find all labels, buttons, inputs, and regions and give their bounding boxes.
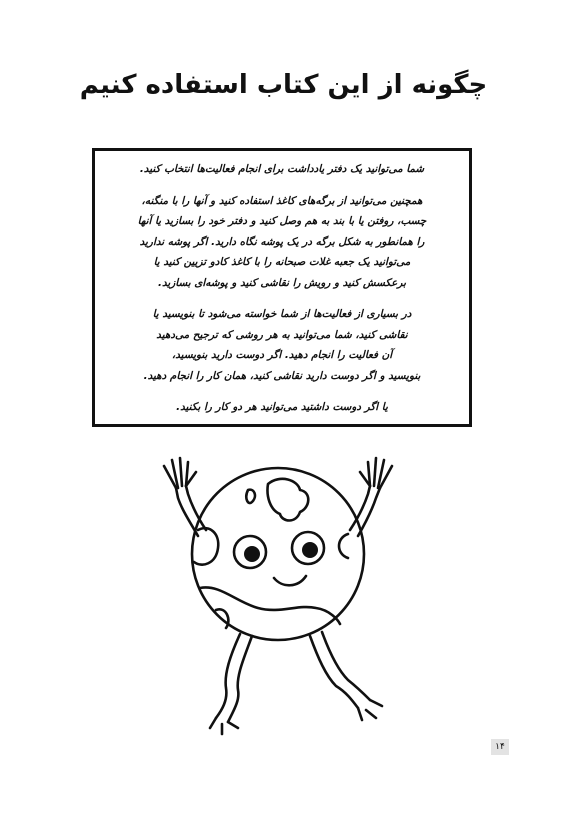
- instructions-box: [92, 148, 472, 427]
- instructions-paragraph: [109, 304, 455, 386]
- text-line: می‌توانید یک جعبه غلات صبحانه را با کاغذ کادو تزیین کنید یا: [153, 256, 411, 268]
- text-line: برعکسش کنید و رویش را نقاشی کنید و پوشه‌ای بسازید.: [158, 276, 406, 289]
- text-line: نقاشی کنید، شما می‌توانید به هر روشی که ترجیح می‌دهید: [156, 328, 408, 341]
- instructions-paragraph: [109, 159, 455, 180]
- page-number: ۱۴: [491, 739, 509, 755]
- text-line: شما می‌توانید یک دفتر یادداشت برای انجام فعالیت‌ها انتخاب کنید.: [139, 163, 425, 175]
- page-title: چگونه از این کتاب استفاده کنیم: [79, 70, 488, 100]
- instructions-paragraph: [109, 191, 455, 294]
- text-line: آن فعالیت را انجام دهید. اگر دوست دارید بنویسید،: [171, 349, 393, 361]
- text-line: بنویسید و اگر دوست دارید نقاشی کنید، همان کار را انجام دهید.: [143, 369, 421, 382]
- text-line: را همانطور به شکل برگه در یک پوشه نگاه دارید. اگر پوشه ندارید: [139, 235, 425, 248]
- instructions-paragraph: [109, 397, 455, 418]
- text-line: همچنین می‌توانید از برگه‌های کاغذ استفاده کنید و آنها را با منگنه،: [141, 194, 423, 207]
- text-line: چسب، روفتن یا با بند به هم وصل کنید و دفتر خود را بسازید یا آنها: [137, 215, 427, 227]
- text-line: یا اگر دوست داشتید می‌توانید هر دو کار را بکنید.: [176, 401, 388, 413]
- text-line: در بسیاری از فعالیت‌ها از شما خواسته می‌شود تا بنویسید یا: [152, 308, 412, 320]
- earth-character-icon: [140, 438, 420, 738]
